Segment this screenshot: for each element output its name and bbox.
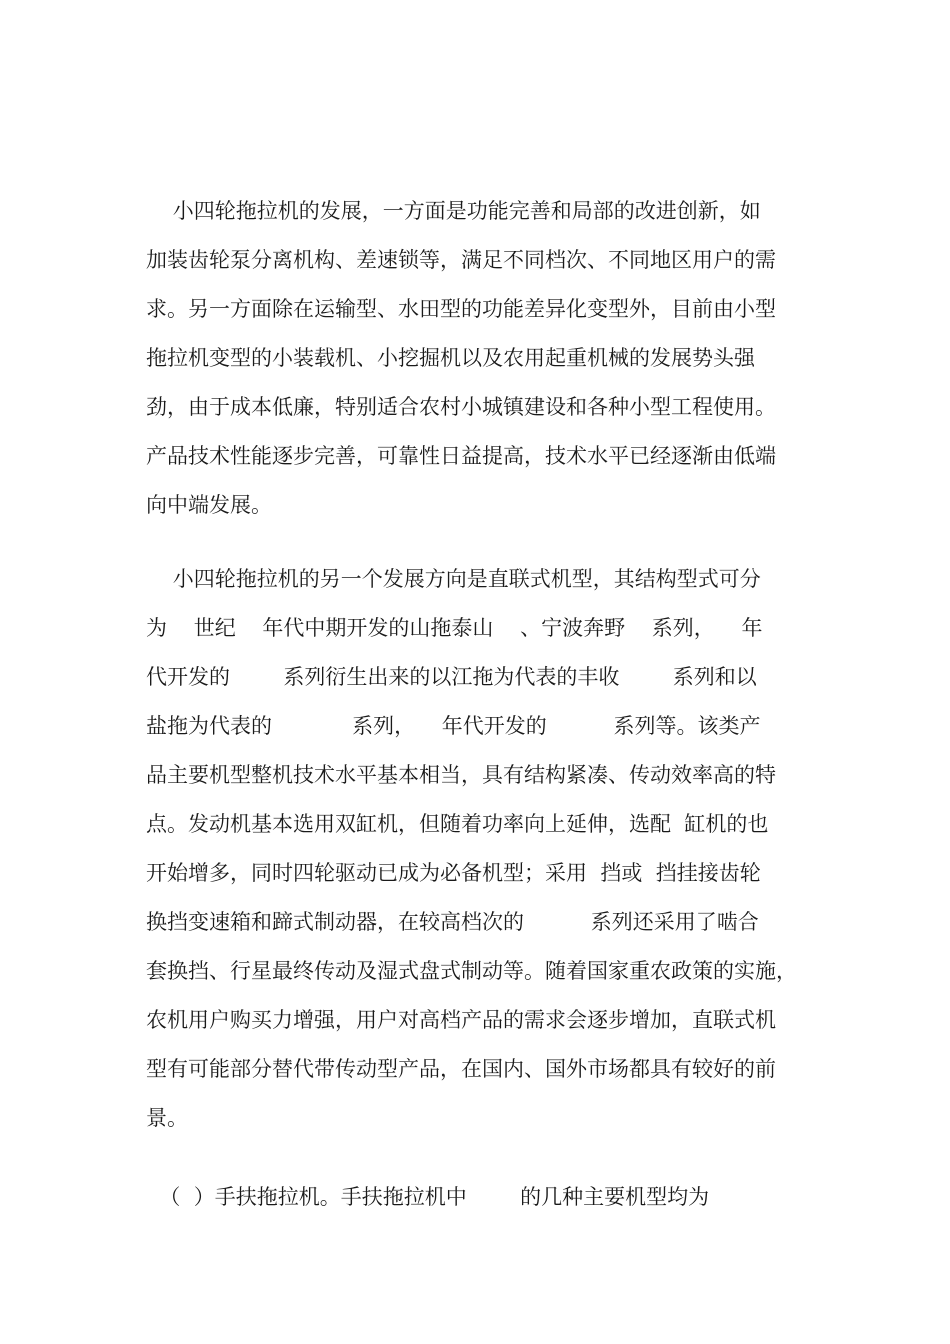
paragraph-2-line: 为 世纪 年代中期开发的山拖泰山 、宁波奔野 系列， 年 <box>146 616 763 640</box>
paragraph-2-line: 农机用户购买力增强，用户对高档产品的需求会逐步增加，直联式机 <box>146 1008 776 1032</box>
paragraph-1-line: 求。另一方面除在运输型、水田型的功能差异化变型外，目前由小型 <box>146 297 776 321</box>
paragraph-2-line: 小四轮拖拉机的另一个发展方向是直联式机型，其结构型式可分 <box>146 567 761 591</box>
paragraph-1-line: 向中端发展。 <box>146 493 272 517</box>
paragraph-2-line: 点。发动机基本选用双缸机，但随着功率向上延伸，选配 缸机的也 <box>146 812 769 836</box>
paragraph-3-line: （ ）手扶拖拉机。手扶拖拉机中 的几种主要机型均为 <box>146 1185 710 1209</box>
paragraph-2-line: 盐拖为代表的 系列， 年代开发的 系列等。该类产 <box>146 714 761 738</box>
paragraph-1-line: 加装齿轮泵分离机构、差速锁等，满足不同档次、不同地区用户的需 <box>146 248 776 272</box>
paragraph-1-line: 小四轮拖拉机的发展，一方面是功能完善和局部的改进创新，如 <box>146 199 761 223</box>
paragraph-2-line: 换挡变速箱和蹄式制动器，在较高档次的 系列还采用了啮合 <box>146 910 759 934</box>
paragraph-2-line: 景。 <box>146 1106 188 1130</box>
paragraph-1-line: 拖拉机变型的小装载机、小挖掘机以及农用起重机械的发展势头强 <box>146 346 755 370</box>
paragraph-2-line: 代开发的 系列衍生出来的以江拖为代表的丰收 系列和以 <box>146 665 757 689</box>
paragraph-2-line: 开始增多，同时四轮驱动已成为必备机型；采用 挡或 挡挂接齿轮 <box>146 861 761 885</box>
paragraph-2-line: 套换挡、行星最终传动及湿式盘式制动等。随着国家重农政策的实施， <box>146 959 797 983</box>
paragraph-2-line: 品主要机型整机技术水平基本相当，具有结构紧凑、传动效率高的特 <box>146 763 776 787</box>
paragraph-1-line: 劲，由于成本低廉，特别适合农村小城镇建设和各种小型工程使用。 <box>146 395 776 419</box>
paragraph-2-line: 型有可能部分替代带传动型产品，在国内、国外市场都具有较好的前 <box>146 1057 776 1081</box>
paragraph-1-line: 产品技术性能逐步完善，可靠性日益提高，技术水平已经逐渐由低端 <box>146 444 776 468</box>
